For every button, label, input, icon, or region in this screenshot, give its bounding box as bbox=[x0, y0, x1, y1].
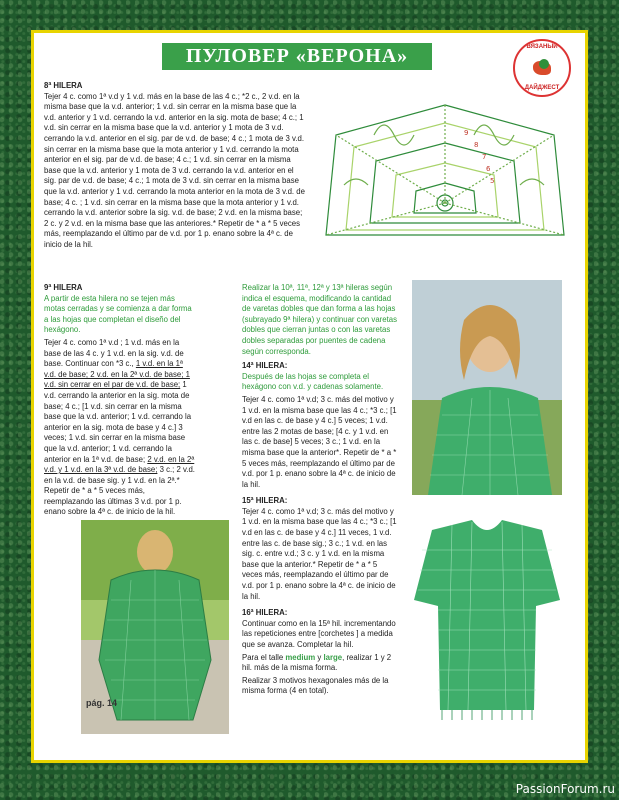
row9-section bbox=[44, 283, 196, 520]
diagram-num: 7 bbox=[482, 153, 487, 161]
diagram-num: 9 bbox=[464, 129, 469, 137]
row15-text: Tejer 4 c. como 1ª v.d; 3 c. más del motivo y 1 v.d. en la misma base que las 4 c.; *3 c.; [1 v.d en las c. de base y 4 c.] 11 veces, 1 v.d. entre las c. de base sig.; 3 c.; 1 v.d. en las sig. c. entre v.d.; 3 c. y 1 v.d. en la misma base que la anterior.* Repetir de * a * 5 veces más, reemplazando el último par de v.d. por 1 p. enano sobre la 4ª c. de inicio de la hil. bbox=[242, 506, 397, 601]
size-medium: medium bbox=[285, 652, 316, 662]
diagram-num: 8 bbox=[474, 141, 479, 149]
photo-flat-garment bbox=[412, 510, 562, 725]
row14-heading: 14ª HILERA: bbox=[242, 361, 288, 371]
photo-front-portrait bbox=[412, 280, 562, 495]
row15-heading: 15ª HILERA: bbox=[242, 496, 288, 506]
page-title: ПУЛОВЕР «ВЕРОНА» bbox=[162, 43, 432, 70]
rows10-13-text: Realizar la 10ª, 11ª, 12ª y 13ª hileras según indica el esquema, modificando la cantidad de varetas dobles que dan forma a las hojas (subrayado 9ª hilera) y continuar con varetas dobles que cierran juntas o con las varetas dobles separadas por puentes de cadena según corresponda. bbox=[242, 283, 398, 356]
logo-leaf-icon bbox=[539, 59, 549, 69]
diagram-num: 6 bbox=[486, 165, 491, 173]
row8-text: Tejer 4 c. como 1ª v.d y 1 v.d. más en la base de las 4 c.; *2 c., 2 v.d. en la misma base que la v.d. anterior; 1 v.d. sin cerrar en la misma base que la v.d. anterior y 1 v.d. cerrando la v.d. anterior en la sig. mota de base; 4 c.; 1 v.d. sin cerrar en la misma base que la v.d. anterior y 1 mota de 3 v.d. cerrando la v.d. anterior en el sig. par de v.d. de base; 4 c.; 1 mota de 3 v.d. sin cerrar en la misma base que la mota anterior y 1 v.d. cerrando la mota anterior en el sig. par de v.d. de base; 4 c.; 1 v.d. sin cerrar en la misma base que la v.d. anterior y 1 mota de 3 v.d. cerrando la v.d. anterior en el sig. par de v.d. de base; 4 c.; 1 mota de 3 v.d. sin cerrar en la misma base que la v.d. anterior y 1 v.d. cerrando la mota anterior en la mota de 3 v.d. de base; 4 c. ; 1 v.d. sin cerrar en la misma base que la mota anterior y 1 v.d. cerrando la v.d. anterior sobre la sig. v.d. de base; 2 v.d. en la misma base; 2 c. y 2 v.d. en la misma base que las anteriores.* Repetir de * a * 5 veces más, reemplazando el último par de v.d. por 1 p. enano sobre la 4ª c. de inicio de la hil. bbox=[44, 91, 305, 249]
row9-heading: 9ª HILERA bbox=[44, 283, 83, 292]
row14-text: Tejer 4 c. como 1ª v.d; 3 c. más del motivo y 1 v.d. en la misma base que las 4 c.; *3 c.; [1 v.d en las c. de base y 4 c.] 5 veces; 1 v.d. entre las 2 motas de base; [4 c. y 1 v.d. en las c. de base] 5 veces; 3 c.; 1 v.d. en la misma base que la anterior*. Repetir de * a * 5 veces más, reemplazando el último par de v.d. por 1 p. enano sobre la 4ª c. de inicio de la hil. bbox=[242, 394, 397, 489]
page-frame bbox=[31, 30, 588, 763]
row14-intro: Después de las hojas se completa el hexágono con v.d. y cadenas solamente. bbox=[242, 371, 384, 392]
site-watermark: PassionForum.ru bbox=[515, 782, 615, 796]
row16-text-1: Continuar como en la 15ª hil. incrementando las repeticiones entre [corchetes ] a medida que se avanza. Completar la hil. bbox=[242, 618, 396, 649]
diagram-num: 5 bbox=[490, 177, 495, 185]
row8-section bbox=[44, 81, 306, 253]
row8-heading: 8ª HILERA bbox=[44, 81, 83, 90]
size-large: large bbox=[323, 652, 343, 662]
row9-intro: A partir de esta hilera no se tejen más motas cerradas y se comienza a dar forma a las hojas que completan el diseño del hexágono. bbox=[44, 293, 192, 335]
row16-heading: 16ª HILERA: bbox=[242, 608, 288, 618]
magazine-logo bbox=[513, 39, 571, 97]
middle-column bbox=[242, 283, 398, 699]
logo-bottom-text: ДАЙДЖЕСТ bbox=[524, 85, 560, 91]
row16-text-3: Realizar 3 motivos hexagonales más de la misma forma (4 en total). bbox=[242, 675, 389, 696]
page-number: pág. 14 bbox=[86, 698, 118, 708]
hexagon-crochet-diagram bbox=[314, 95, 576, 245]
row16-text-2: Para el talle medium y large, realizar 1 y 2 hil. más de la misma forma. bbox=[242, 652, 392, 673]
logo-top-text: ВЯЗАНЫЙ bbox=[526, 44, 558, 50]
row9-text: Tejer 4 c. como 1ª v.d ; 1 v.d. más en la base de las 4 c. y 1 v.d. en la sig. v.d. de base. Continuar con *3 c., 1 v.d. en la 1ª v.d. de base; 2 v.d. en la 2ª v.d. de base; 1 v.d. sin cerrar en el par de v.d. de base; 1 v.d. cerrando la anterior en la sig. mota de base; 4 c.; [1 v.d. sin cerrar en la misma base que la v.d. anterior; 1 v.d. cerrando la anterior en la sig. mota de base y 4 c.] 3 veces; 1 v.d. sin cerrar en la misma base que la v.d. anterior; 1 v.d. cerrando la anterior en la 1ª v.d. de base; 2 v.d. en la 2ª v.d. y 1 v.d. en la 3ª v.d. de base; 3 c.; 2 v.d. en la v.d. de base sig. y 1 v.d. en la 2ª.* Repetir de * a * 5 veces más, reemplazando las últimas 3 v.d. por 1 p. enano sobre la 4ª c. de inicio de la hil. bbox=[44, 337, 195, 517]
